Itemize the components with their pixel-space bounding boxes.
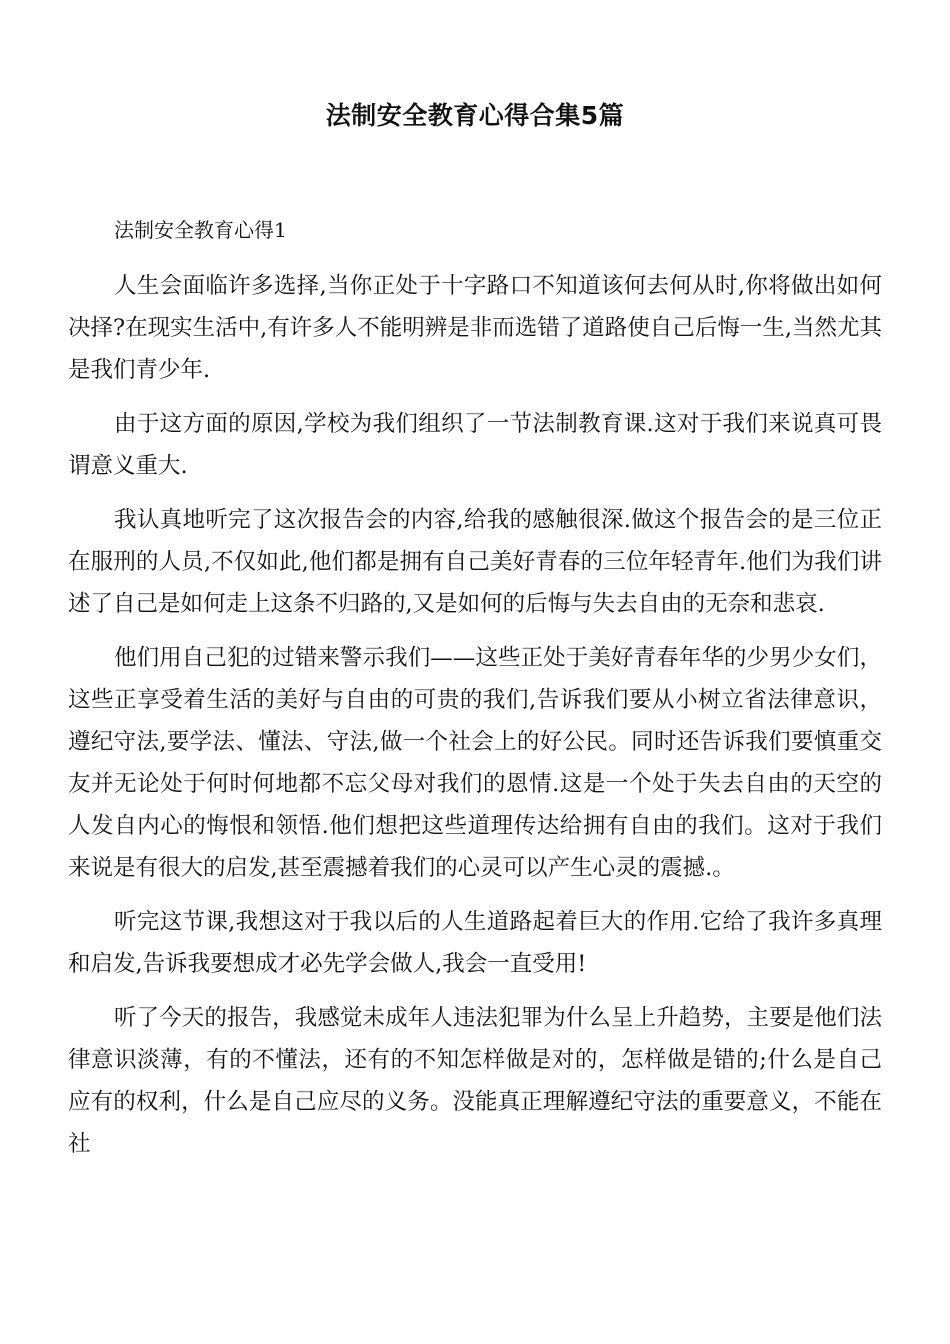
paragraph: 我认真地听完了这次报告会的内容,给我的感触很深.做这个报告会的是三位正在服刑的人员,不仅如此,他们都是拥有自己美好青春的三位年轻青年.他们为我们讲述了自己是如何走上这条不归路的,又是如何的后悔与失去自由的无奈和悲哀. (68, 507, 882, 617)
paragraph: 听完这节课,我想这对于我以后的人生道路起着巨大的作用.它给了我许多真理和启发,告诉我要想成才必先学会做人,我会一直受用! (68, 909, 882, 977)
paragraph: 听了今天的报告，我感觉未成年人违法犯罪为什么呈上升趋势，主要是他们法律意识淡薄，有的不懂法，还有的不知怎样做是对的，怎样做是错的;什么是自己应有的权利，什么是自己应尽的义务。没能真正理解遵纪守法的重要意义，不能在社 (68, 1005, 882, 1157)
paragraph: 人生会面临许多选择,当你正处于十字路口不知道该何去何从时,你将做出如何决择?在现实生活中,有许多人不能明辨是非而选错了道路使自己后悔一生,当然尤其是我们青少年. (68, 273, 882, 383)
document-title: 法制安全教育心得合集5篇 (325, 101, 625, 130)
document-body (68, 210, 882, 1177)
paragraph: 由于这方面的原因,学校为我们组织了一节法制教育课.这对于我们来说真可畏谓意义重大. (68, 411, 882, 479)
section-heading: 法制安全教育心得1 (114, 218, 287, 242)
paragraph: 他们用自己犯的过错来警示我们——这些正处于美好青春年华的少男少女们，这些正享受着生活的美好与自由的可贵的我们,告诉我们要从小树立省法律意识，遵纪守法,要学法、懂法、守法,做一个社会上的好公民。同时还告诉我们要慎重交友并无论处于何时何地都不忘父母对我们的恩情.这是一个处于失去自由的天空的人发自内心的悔恨和领悟.他们想把这些道理传达给拥有自由的我们。这对于我们来说是有很大的启发,甚至震撼着我们的心灵可以产生心灵的震撼.。 (68, 645, 882, 881)
